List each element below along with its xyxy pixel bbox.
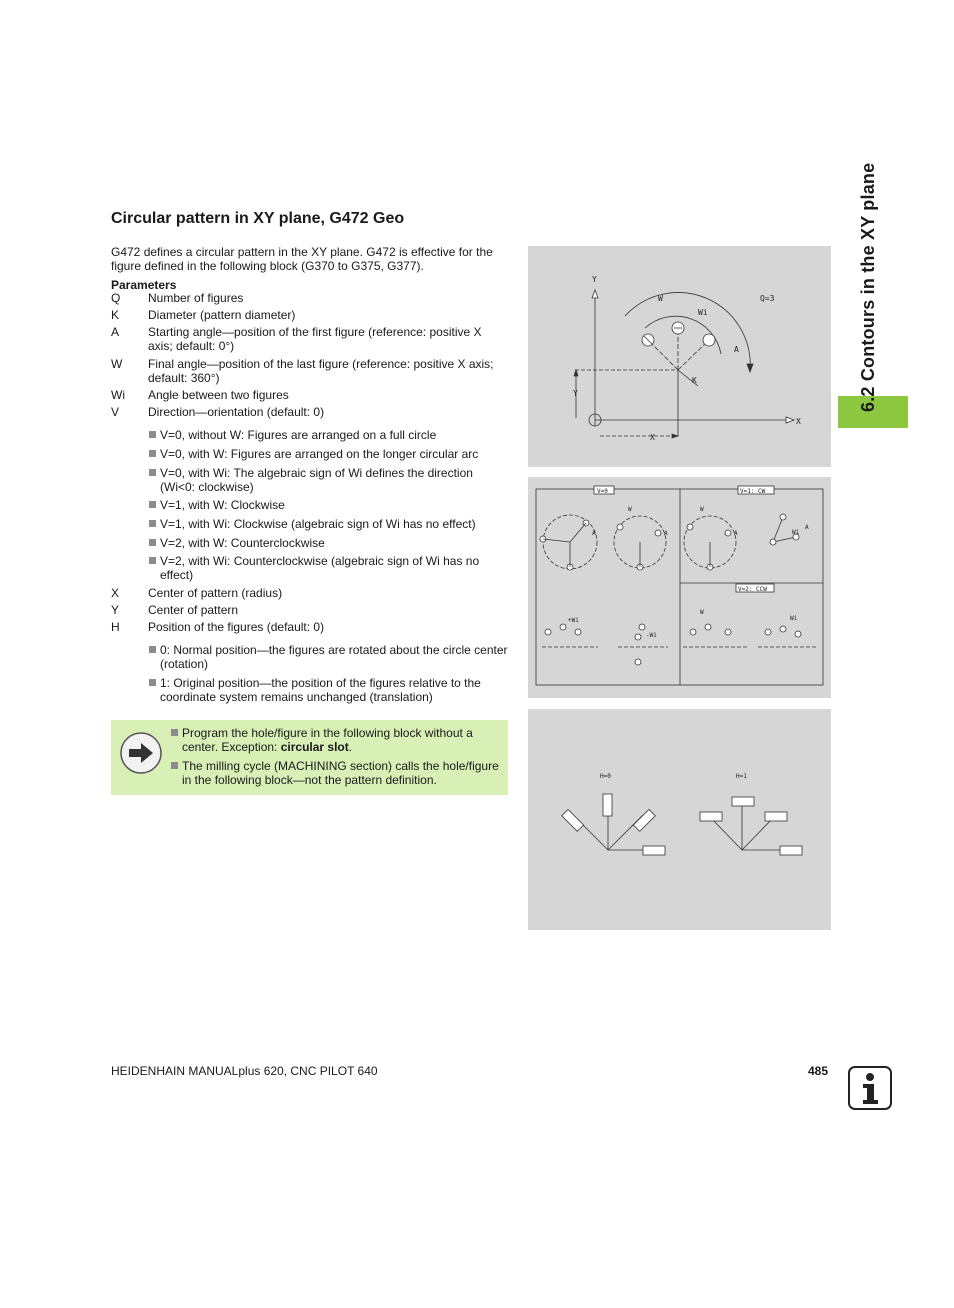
label-w: W bbox=[700, 506, 704, 513]
bullet-square-icon bbox=[149, 450, 156, 457]
label-wi: Wi bbox=[698, 308, 708, 317]
param-v bbox=[111, 405, 509, 419]
note-item bbox=[171, 726, 501, 754]
chapter-side-title: 6.2 Contours in the XY plane bbox=[858, 162, 878, 412]
pattern-diagram bbox=[528, 246, 831, 467]
label-wi: Wi bbox=[790, 615, 798, 622]
figure-circular-pattern bbox=[528, 246, 831, 467]
param-desc: Center of pattern bbox=[148, 603, 239, 617]
label-a: A bbox=[734, 345, 739, 354]
axis-label-x: X bbox=[796, 417, 801, 426]
parameters-heading: Parameters bbox=[111, 278, 177, 292]
label-v0: V=0 bbox=[597, 488, 608, 495]
v-option-text: V=1, with Wi: Clockwise (algebraic sign of Wi has no effect) bbox=[160, 517, 476, 531]
axis-label-y: Y bbox=[592, 275, 597, 284]
label-q: Q=3 bbox=[760, 294, 775, 303]
param-desc: Starting angle—position of the first figure (reference: positive X axis; default: 0°) bbox=[148, 325, 482, 353]
label-w: W bbox=[658, 294, 663, 303]
label-k: K bbox=[692, 376, 697, 385]
bullet-square-icon bbox=[149, 469, 156, 476]
param-key: Q bbox=[111, 291, 121, 305]
intro-paragraph: G472 defines a circular pattern in the XY plane. G472 is effective for the figure defined in the following block (G370 to G375, G377). bbox=[111, 245, 493, 273]
param-key: X bbox=[111, 586, 120, 600]
v-option-text: V=0, with W: Figures are arranged on the longer circular arc bbox=[160, 447, 479, 461]
note-text: . bbox=[348, 740, 353, 754]
param-key: Wi bbox=[111, 388, 125, 402]
label-x-dim: X bbox=[650, 433, 655, 442]
param-key: V bbox=[111, 405, 120, 419]
param-desc: Position of the figures (default: 0) bbox=[148, 620, 325, 634]
param-desc: Center of pattern (radius) bbox=[148, 586, 283, 600]
figure-figure-position bbox=[528, 709, 831, 930]
v-option bbox=[149, 517, 509, 531]
bullet-square-icon bbox=[149, 679, 156, 686]
param-key: W bbox=[111, 357, 123, 371]
section-title: Circular pattern in XY plane, G472 Geo bbox=[111, 210, 405, 227]
label-h0: H=0 bbox=[600, 773, 611, 780]
h-option bbox=[149, 676, 509, 704]
param-y bbox=[111, 603, 509, 617]
v-option-text: V=2, with Wi: Counterclockwise (algebraic sign of Wi has no effect) bbox=[160, 554, 480, 582]
note-item bbox=[171, 759, 501, 787]
v-option-text: V=0, without W: Figures are arranged on a full circle bbox=[160, 428, 437, 442]
label-minus-wi: -Wi bbox=[646, 632, 657, 639]
bullet-square-icon bbox=[149, 520, 156, 527]
bullet-square-icon bbox=[149, 557, 156, 564]
arrow-right-icon bbox=[119, 731, 163, 775]
v-option bbox=[149, 428, 509, 442]
label-a: A bbox=[664, 530, 668, 537]
param-key: A bbox=[111, 325, 120, 339]
v-option-text: V=2, with W: Counterclockwise bbox=[160, 536, 325, 550]
figure-direction-variants bbox=[528, 477, 831, 698]
label-y-dim: Y bbox=[573, 389, 578, 398]
param-desc: Final angle—position of the last figure (reference: positive X axis; default: 360°) bbox=[148, 357, 494, 385]
param-desc: Angle between two figures bbox=[148, 388, 289, 402]
v-option bbox=[149, 498, 509, 512]
v-option-text: V=1, with W: Clockwise bbox=[160, 498, 285, 512]
h-option-text: 1: Original position—the position of the figures relative to the coordinate system remains unchanged (translation) bbox=[160, 676, 481, 704]
param-key: H bbox=[111, 620, 120, 634]
label-a: A bbox=[805, 524, 809, 531]
param-w bbox=[111, 357, 509, 385]
note-box bbox=[111, 720, 508, 795]
param-key: Y bbox=[111, 603, 120, 617]
label-w: W bbox=[628, 506, 632, 513]
param-key: K bbox=[111, 308, 120, 322]
h-option-text: 0: Normal position—the figures are rotated about the circle center (rotation) bbox=[160, 643, 508, 671]
note-bold-text: circular slot bbox=[280, 740, 349, 754]
bullet-square-icon bbox=[149, 431, 156, 438]
note-item-text: The milling cycle (MACHINING section) calls the hole/figure in the following block—not the pattern definition. bbox=[182, 759, 499, 787]
footer-text: HEIDENHAIN MANUALplus 620, CNC PILOT 640 bbox=[111, 1064, 378, 1078]
param-q bbox=[111, 291, 509, 305]
v-option bbox=[149, 466, 509, 494]
bullet-square-icon bbox=[171, 729, 178, 736]
param-x bbox=[111, 586, 509, 600]
v-option bbox=[149, 554, 509, 582]
bullet-square-icon bbox=[171, 762, 178, 769]
v-option bbox=[149, 536, 509, 550]
param-desc: Number of figures bbox=[148, 291, 244, 305]
param-desc: Diameter (pattern diameter) bbox=[148, 308, 296, 322]
label-v1: V=1: CW bbox=[740, 488, 766, 495]
direction-diagram bbox=[528, 477, 831, 698]
param-k bbox=[111, 308, 509, 322]
param-desc: Direction—orientation (default: 0) bbox=[148, 405, 325, 419]
page-number: 485 bbox=[808, 1064, 829, 1078]
bullet-square-icon bbox=[149, 501, 156, 508]
bullet-square-icon bbox=[149, 539, 156, 546]
h-option bbox=[149, 643, 509, 671]
v-option bbox=[149, 447, 509, 461]
label-wi: Wi bbox=[792, 529, 800, 536]
param-h bbox=[111, 620, 509, 634]
label-w: W bbox=[700, 609, 704, 616]
position-diagram bbox=[528, 709, 831, 930]
info-icon bbox=[848, 1066, 892, 1110]
note-text: Program the hole/figure in the following block without a center. Exception: bbox=[182, 726, 473, 754]
param-wi bbox=[111, 388, 509, 402]
label-v2: V=2: CCW bbox=[738, 586, 767, 593]
note-item-text bbox=[182, 726, 501, 754]
label-h1: H=1 bbox=[736, 773, 747, 780]
label-a: A bbox=[592, 530, 596, 537]
label-plus-wi: +Wi bbox=[568, 617, 579, 624]
param-a bbox=[111, 325, 509, 353]
v-option-text: V=0, with Wi: The algebraic sign of Wi defines the direction (Wi<0: clockwise) bbox=[160, 466, 473, 494]
bullet-square-icon bbox=[149, 646, 156, 653]
label-a: A bbox=[734, 530, 738, 537]
